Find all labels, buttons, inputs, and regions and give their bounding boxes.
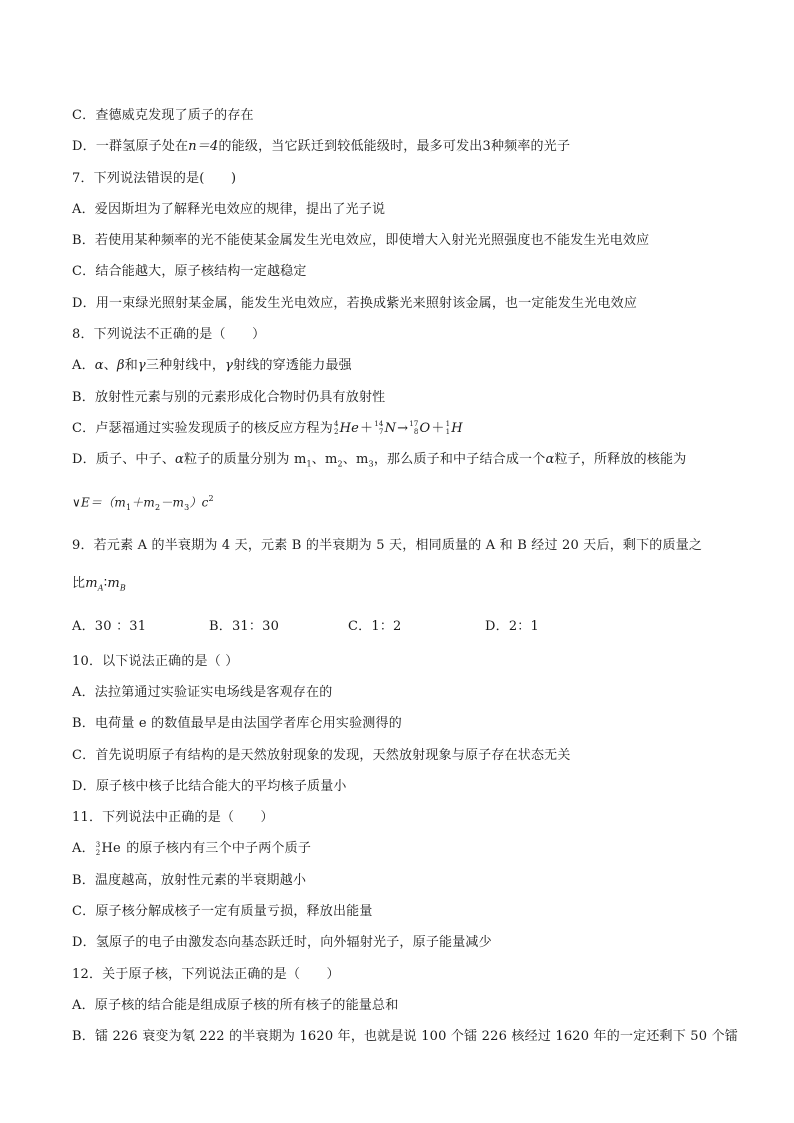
q12-option-b: B．镭 226 衰变为氡 222 的半衰期为 1620 年，也就是说 100 个镭 226 核经过 1620 年的一定还剩下 50 个镭 [72,1029,738,1045]
q12-option-a: A．原子核的结合能是组成原子核的所有核子的能量总和 [72,997,399,1013]
q10-option-a: A．法拉第通过实验证实电场线是客观存在的 [72,684,333,700]
q8-option-d: D．质子、中子、α粒子的质量分别为 $m_1$、$m_2$、$m_3$，那么质子和中子结合成一个α粒子，所释放的核能为 [72,452,687,469]
nuclide-n: 14 7 N [374,420,397,437]
nuclide-he3: 3 2 He [95,840,121,857]
nuclide-o: 17 8 O [409,420,431,437]
q7-option-d: D．用一束绿光照射某金属，能发生光电效应，若换成紫光来照射该金属，也一定能发生光电效应 [72,295,638,311]
q9-option-c: C．1：2 [348,618,402,634]
nuclide-he: 4 2 He [333,420,360,437]
q11-option-d: D．氢原子的电子由激发态向基态跃迁时，向外辐射光子，原子能量减少 [72,935,492,951]
nuclide-h: 1 1 H [445,420,463,437]
q9-stem-line1: 9．若元素 A 的半衰期为 4 天，元素 B 的半衰期为 5 天，相同质量的 A 和 B 经过 20 天后，剩下的质量之 [72,538,703,554]
q11-option-c: C．原子核分解成核子一定有质量亏损，释放出能量 [72,904,373,920]
q12-stem: 12．关于原子核，下列说法正确的是（ ） [72,966,340,982]
energy-level-math: n＝4 [188,139,219,155]
q10-option-d: D．原子核中核子比结合能大的平均核子质量小 [72,778,347,794]
q6-option-c: C．查德威克发现了质子的存在 [72,108,254,123]
q7-option-a: A．爱因斯坦为了解释光电效应的规律，提出了光子说 [72,201,386,217]
q10-stem: 10．以下说法正确的是（ ） [72,653,239,669]
q11-option-b: B．温度越高，放射性元素的半衰期越小 [72,872,307,888]
q6-option-d: D．一群氢原子处在n＝4的能级，当它跃迁到较低能级时，最多可发出3种频率的光子 [72,139,571,155]
q9-stem-line2: 比$m_A∶m_B$ [72,576,126,593]
q7-stem: 7．下列说法错误的是( ) [72,170,237,186]
q9-option-a: A．30 ：31 [72,618,147,634]
q9-options [72,608,732,646]
q11-stem: 11．下列说法中正确的是（ ） [72,810,274,826]
q8-energy-formula: $\vee E=(m_1+m_2-m_3)c^2$ [72,494,214,513]
q11-option-a: A． 3 2 He 的原子核内有三个中子两个质子 [72,833,732,864]
exam-page [72,100,738,1053]
q10-option-b: B．电荷量 e 的数值最早是由法国学者库仑用实验测得的 [72,716,402,732]
q7-option-b: B．若使用某种频率的光不能使某金属发生光电效应，即使增大入射光光照强度也不能发生光电效应 [72,233,650,249]
q9-option-d: D．2：1 [485,618,539,634]
q8-option-c: C．卢瑟福通过实验发现质子的核反应方程为 4 2 He＋ 14 7 N→ 17 8 O＋ 1 1 H [72,413,732,444]
q9-option-b: B．31：30 [209,618,280,634]
q8-option-b: B．放射性元素与别的元素形成化合物时仍具有放射性 [72,389,386,405]
q8-stem: 8．下列说法不正确的是（ ） [72,327,266,343]
q7-option-c: C．结合能越大，原子核结构一定越稳定 [72,264,307,280]
q10-option-c: C．首先说明原子有结构的是天然放射现象的发现，天然放射现象与原子存在状态无关 [72,747,571,763]
q8-option-a: A．α、β和γ三种射线中，γ射线的穿透能力最强 [72,358,352,374]
